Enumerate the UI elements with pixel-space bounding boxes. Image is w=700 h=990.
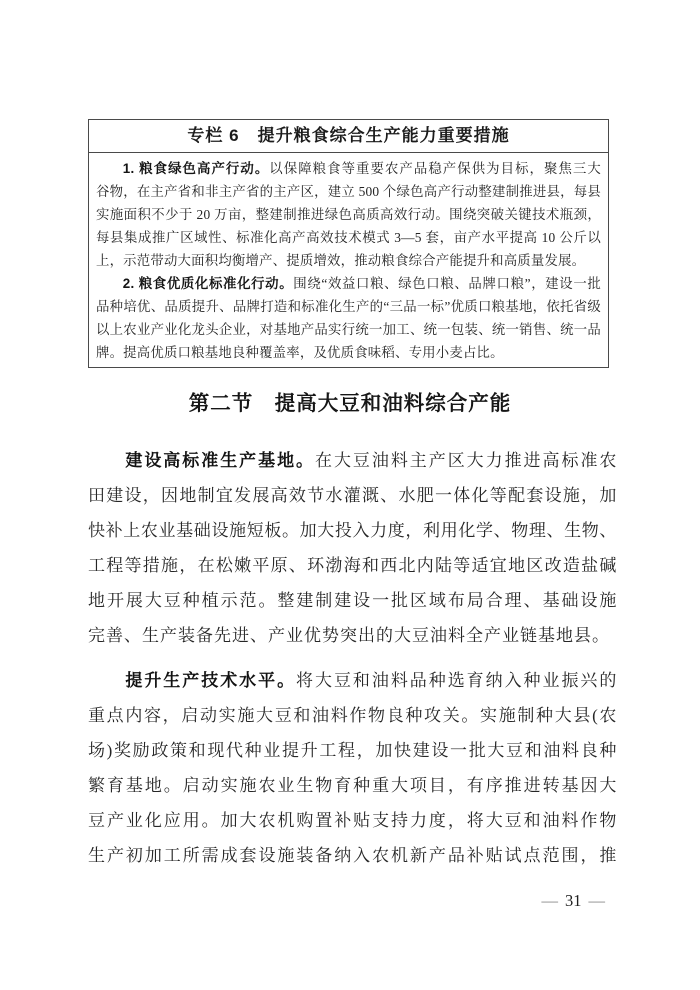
- paragraph-2-line-3: 场)奖励政策和现代种业提升工程，加快建设一批大豆和油料良种: [88, 741, 617, 760]
- box-para2-line-2: 品种培优、品质提升、品牌打造和标准化生产的“三品一标”优质口粮基地，依托省级: [96, 299, 601, 314]
- box-para2-line-3: 以上农业产业化龙头企业，对基地产品实行统一加工、统一包装、统一销售、统一品: [96, 322, 601, 337]
- footer-page-number: 31: [565, 891, 582, 910]
- paragraph-1-line-3: 快补上农业基础设施短板。加大投入力度，利用化学、物理、生物、: [88, 521, 617, 540]
- paragraph-1-line-4: 工程等措施，在松嫩平原、环渤海和西北内陆等适宜地区改造盐碱: [88, 556, 617, 575]
- paragraph-1-line-1-text: 在大豆油料主产区大力推进高标准农: [315, 451, 617, 470]
- paragraph-1-lead: 建设高标准生产基地。: [125, 451, 315, 470]
- paragraph-1-line-2: 田建设，因地制宜发展高效节水灌溉、水肥一体化等配套设施，加: [88, 486, 617, 505]
- footer-dash-left: —: [541, 891, 558, 910]
- paragraph-2-line-5: 豆产业化应用。加大农机购置补贴支持力度，将大豆和油料作物: [88, 811, 617, 830]
- box-para1-line-1: [96, 157, 601, 180]
- box-para2-line-4: 牌。提高优质口粮基地良种覆盖率，及优质食味稻、专用小麦占比。: [96, 345, 504, 360]
- paragraph-2-line-1: [88, 663, 617, 698]
- box-para2-line-1: [96, 272, 601, 295]
- box-para1-lead: 1. 粮食绿色高产行动。: [122, 161, 270, 176]
- box-para1-line-2: 谷物，在主产省和非主产省的主产区，建立 500 个绿色高产行动整建制推进县，每县: [96, 184, 601, 199]
- page-number: [542, 891, 606, 911]
- paragraph-1-line-6: 完善、生产装备先进、产业优势突出的大豆油料全产业链基地县。: [88, 626, 610, 645]
- section-heading: 第二节 提高大豆和油料综合产能: [188, 392, 512, 415]
- box-para1-line-3: 实施面积不少于 20 万亩，整建制推进绿色高质高效行动。围绕突破关键技术瓶颈，: [96, 207, 601, 222]
- paragraph-2-line-1-text: 将大豆和油料品种选育纳入种业振兴的: [296, 671, 617, 690]
- box-para1-line-5: 上，示范带动大面积均衡增产、提质增效，推动粮食综合产能提升和高质量发展。: [96, 253, 586, 268]
- paragraph-2-line-4: 繁育基地。启动实施农业生物育种重大项目，有序推进转基因大: [88, 776, 617, 795]
- paragraph-1-line-1: [88, 443, 617, 478]
- body-paragraph-1: [88, 443, 617, 653]
- body-paragraph-2: [88, 663, 617, 873]
- box-para2-lead: 2. 粮食优质化标准化行动。: [122, 276, 294, 291]
- paragraph-2-line-6: 生产初加工所需成套设施装备纳入农机新产品补贴试点范围，推: [88, 846, 617, 865]
- paragraph-2-line-2: 重点内容，启动实施大豆和油料作物良种攻关。实施制种大县(农: [88, 706, 617, 725]
- paragraph-2-lead: 提升生产技术水平。: [125, 671, 297, 690]
- highlight-box: [88, 119, 609, 368]
- footer-dash-right: —: [588, 891, 605, 910]
- box-para2-line-1-text: 围绕“效益口粮、绿色口粮、品牌口粮”，建设一批: [293, 276, 601, 291]
- paragraph-1-line-5: 地开展大豆种植示范。整建制建设一批区域布局合理、基础设施: [88, 591, 617, 610]
- box-body: [89, 153, 608, 367]
- box-title: 专栏 6 提升粮食综合生产能力重要措施: [89, 120, 608, 153]
- box-para1-line-4: 每县集成推广区域性、标准化高产高效技术模式 3—5 套，亩产水平提高 10 公斤以: [96, 230, 601, 245]
- box-para1-line-1-text: 以保障粮食等重要农产品稳产保供为目标，聚焦三大: [269, 161, 601, 176]
